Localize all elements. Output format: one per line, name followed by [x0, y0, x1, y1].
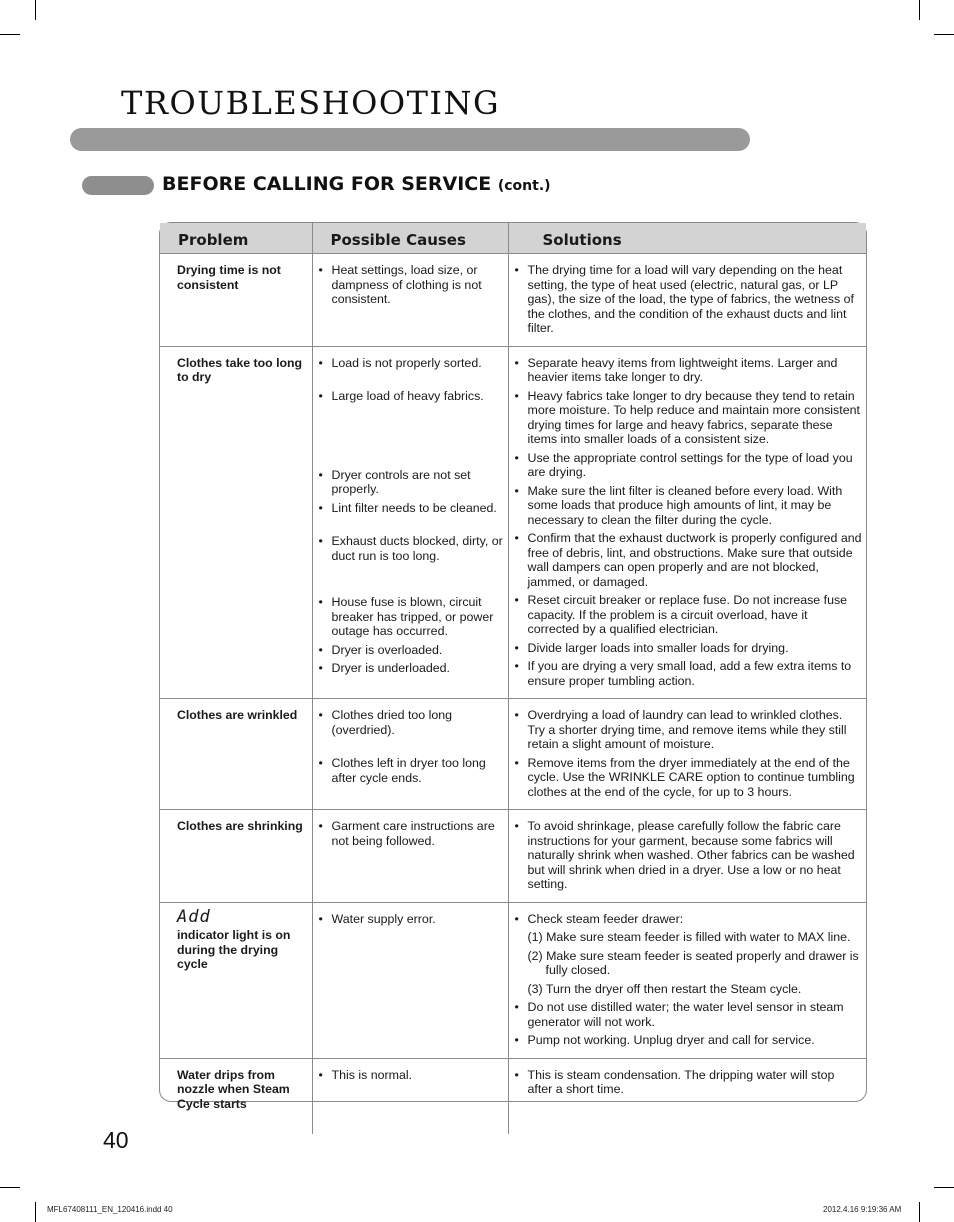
table-row — [160, 346, 866, 699]
solution-item: • Pump not working. Unplug dryer and call for service. — [515, 1033, 863, 1048]
solution-item: • Make sure the lint filter is cleaned before every load. With some loads that produce high amounts of lint, it may be necessary to clean the filter during the cycle. — [515, 484, 863, 528]
causes-cell — [312, 699, 508, 810]
section-title-suffix: (cont.) — [497, 178, 551, 194]
table-header-row — [160, 223, 866, 254]
cause-item: • Load is not properly sorted. — [319, 356, 504, 371]
causes-cell — [312, 1058, 508, 1134]
add-indicator-display: Add — [177, 906, 211, 927]
crop-mark — [919, 0, 920, 20]
section-title-text: BEFORE CALLING FOR SERVICE — [162, 173, 492, 195]
page-number: 40 — [103, 1127, 129, 1153]
crop-mark — [0, 34, 20, 35]
cause-item: • This is normal. — [319, 1068, 504, 1083]
solutions-cell — [508, 810, 866, 903]
solution-item: • Separate heavy items from lightweight items. Larger and heavier items take longer to dry. — [515, 356, 863, 385]
footer-file-info: MFL67408111_EN_120416.indd 40 — [47, 1205, 173, 1214]
cause-item: • Water supply error. — [319, 912, 504, 927]
solution-item: • Confirm that the exhaust ductwork is properly configured and free of debris, lint, and obstructions. Make sure that outside wall dampers can open properly and are not blocked, jammed, or damaged. — [515, 531, 863, 589]
cause-item: • House fuse is blown, circuit breaker has tripped, or power outage has occurred. — [319, 595, 504, 639]
cause-item: • Dryer controls are not set properly. — [319, 468, 504, 497]
problem-cell — [160, 902, 312, 1058]
problem-cell: Water drips from nozzle when Steam Cycle starts — [160, 1058, 312, 1134]
cause-item: • Heat settings, load size, or dampness of clothing is not consistent. — [319, 263, 504, 307]
table-row — [160, 1058, 866, 1134]
cause-item: • Dryer is underloaded. — [319, 661, 504, 676]
causes-cell — [312, 254, 508, 347]
section-title — [162, 173, 551, 195]
page-title: TROUBLESHOOTING — [121, 84, 501, 122]
problem-cell: Clothes are shrinking — [160, 810, 312, 903]
section-pill — [82, 176, 154, 195]
cause-item: • Clothes dried too long (overdried). — [319, 708, 504, 737]
cause-item: • Dryer is overloaded. — [319, 643, 504, 658]
crop-mark — [0, 1187, 20, 1188]
crop-mark — [35, 0, 36, 20]
solution-item: • Check steam feeder drawer: — [515, 912, 863, 927]
solution-item: • If you are drying a very small load, add a few extra items to ensure proper tumbling action. — [515, 659, 863, 688]
solution-item: • Overdrying a load of laundry can lead to wrinkled clothes. Try a shorter drying time, and remove items while they still retain a slight amount of moisture. — [515, 708, 863, 752]
crop-mark — [934, 34, 954, 35]
cause-item: • Large load of heavy fabrics. — [319, 389, 504, 404]
solution-subitem: (2) Make sure steam feeder is seated properly and drawer is fully closed. — [527, 948, 859, 977]
header-problem: Problem — [160, 223, 312, 254]
solution-subitem: (1) Make sure steam feeder is filled with water to MAX line. — [527, 930, 851, 944]
troubleshooting-table — [159, 222, 867, 1111]
solution-item: • The drying time for a load will vary depending on the heat setting, the type of heat used (electric, natural gas, or LP gas), the size of the load, the type of fabrics, the wetness of the clothes, and the condition of the exhaust ducts and lint filter. — [515, 263, 863, 336]
solutions-cell — [508, 1058, 866, 1134]
crop-mark — [919, 1202, 920, 1222]
cause-item: • Lint filter needs to be cleaned. — [319, 501, 504, 516]
crop-mark — [934, 1187, 954, 1188]
solution-item: • Remove items from the dryer immediately at the end of the cycle. Use the WRINKLE CARE option to continue tumbling clothes at the end of the cycle, for up to 3 hours. — [515, 756, 863, 800]
solution-subitem: (3) Turn the dryer off then restart the Steam cycle. — [527, 981, 802, 996]
footer-timestamp: 2012.4.16 9:19:36 AM — [823, 1205, 902, 1214]
header-solutions: Solutions — [508, 223, 866, 254]
solution-item: • Do not use distilled water; the water level sensor in steam generator will not work. — [515, 1000, 863, 1029]
header-causes: Possible Causes — [312, 223, 508, 254]
causes-cell — [312, 902, 508, 1058]
solution-item: • This is steam condensation. The dripping water will stop after a short time. — [515, 1068, 863, 1097]
solutions-cell — [508, 699, 866, 810]
crop-mark — [35, 1202, 36, 1222]
problem-text: indicator light is on during the drying cycle — [177, 928, 291, 971]
solution-item: • Heavy fabrics take longer to dry because they tend to retain more moisture. To help reduce and maintain more consistent drying times for large and heavy fabrics, separate these items into smaller loads of a consistent size. — [515, 389, 863, 447]
solution-item: • To avoid shrinkage, please carefully follow the fabric care instructions for your garment, because some fabrics will naturally shrink when washed. Other fabrics can be washed but will shrink when dried in a dryer. Use a low or no heat setting. — [515, 819, 863, 892]
causes-cell — [312, 810, 508, 903]
table-row — [160, 254, 866, 347]
solutions-cell — [508, 254, 866, 347]
solution-item: • Reset circuit breaker or replace fuse. Do not increase fuse capacity. If the problem is a circuit overload, have it corrected by a qualified electrician. — [515, 593, 863, 637]
problem-cell: Clothes take too long to dry — [160, 346, 312, 699]
solutions-cell — [508, 902, 866, 1058]
cause-item: • Garment care instructions are not being followed. — [319, 819, 504, 848]
solutions-cell — [508, 346, 866, 699]
cause-item: • Clothes left in dryer too long after cycle ends. — [319, 756, 504, 785]
table-row — [160, 699, 866, 810]
cause-item: • Exhaust ducts blocked, dirty, or duct run is too long. — [319, 534, 504, 563]
table-row — [160, 810, 866, 903]
title-underline-bar — [70, 128, 750, 151]
table-row — [160, 902, 866, 1058]
causes-cell — [312, 346, 508, 699]
problem-cell: Clothes are wrinkled — [160, 699, 312, 810]
problem-cell: Drying time is not consistent — [160, 254, 312, 347]
solution-item: • Divide larger loads into smaller loads for drying. — [515, 641, 863, 656]
solution-item: • Use the appropriate control settings for the type of load you are drying. — [515, 451, 863, 480]
